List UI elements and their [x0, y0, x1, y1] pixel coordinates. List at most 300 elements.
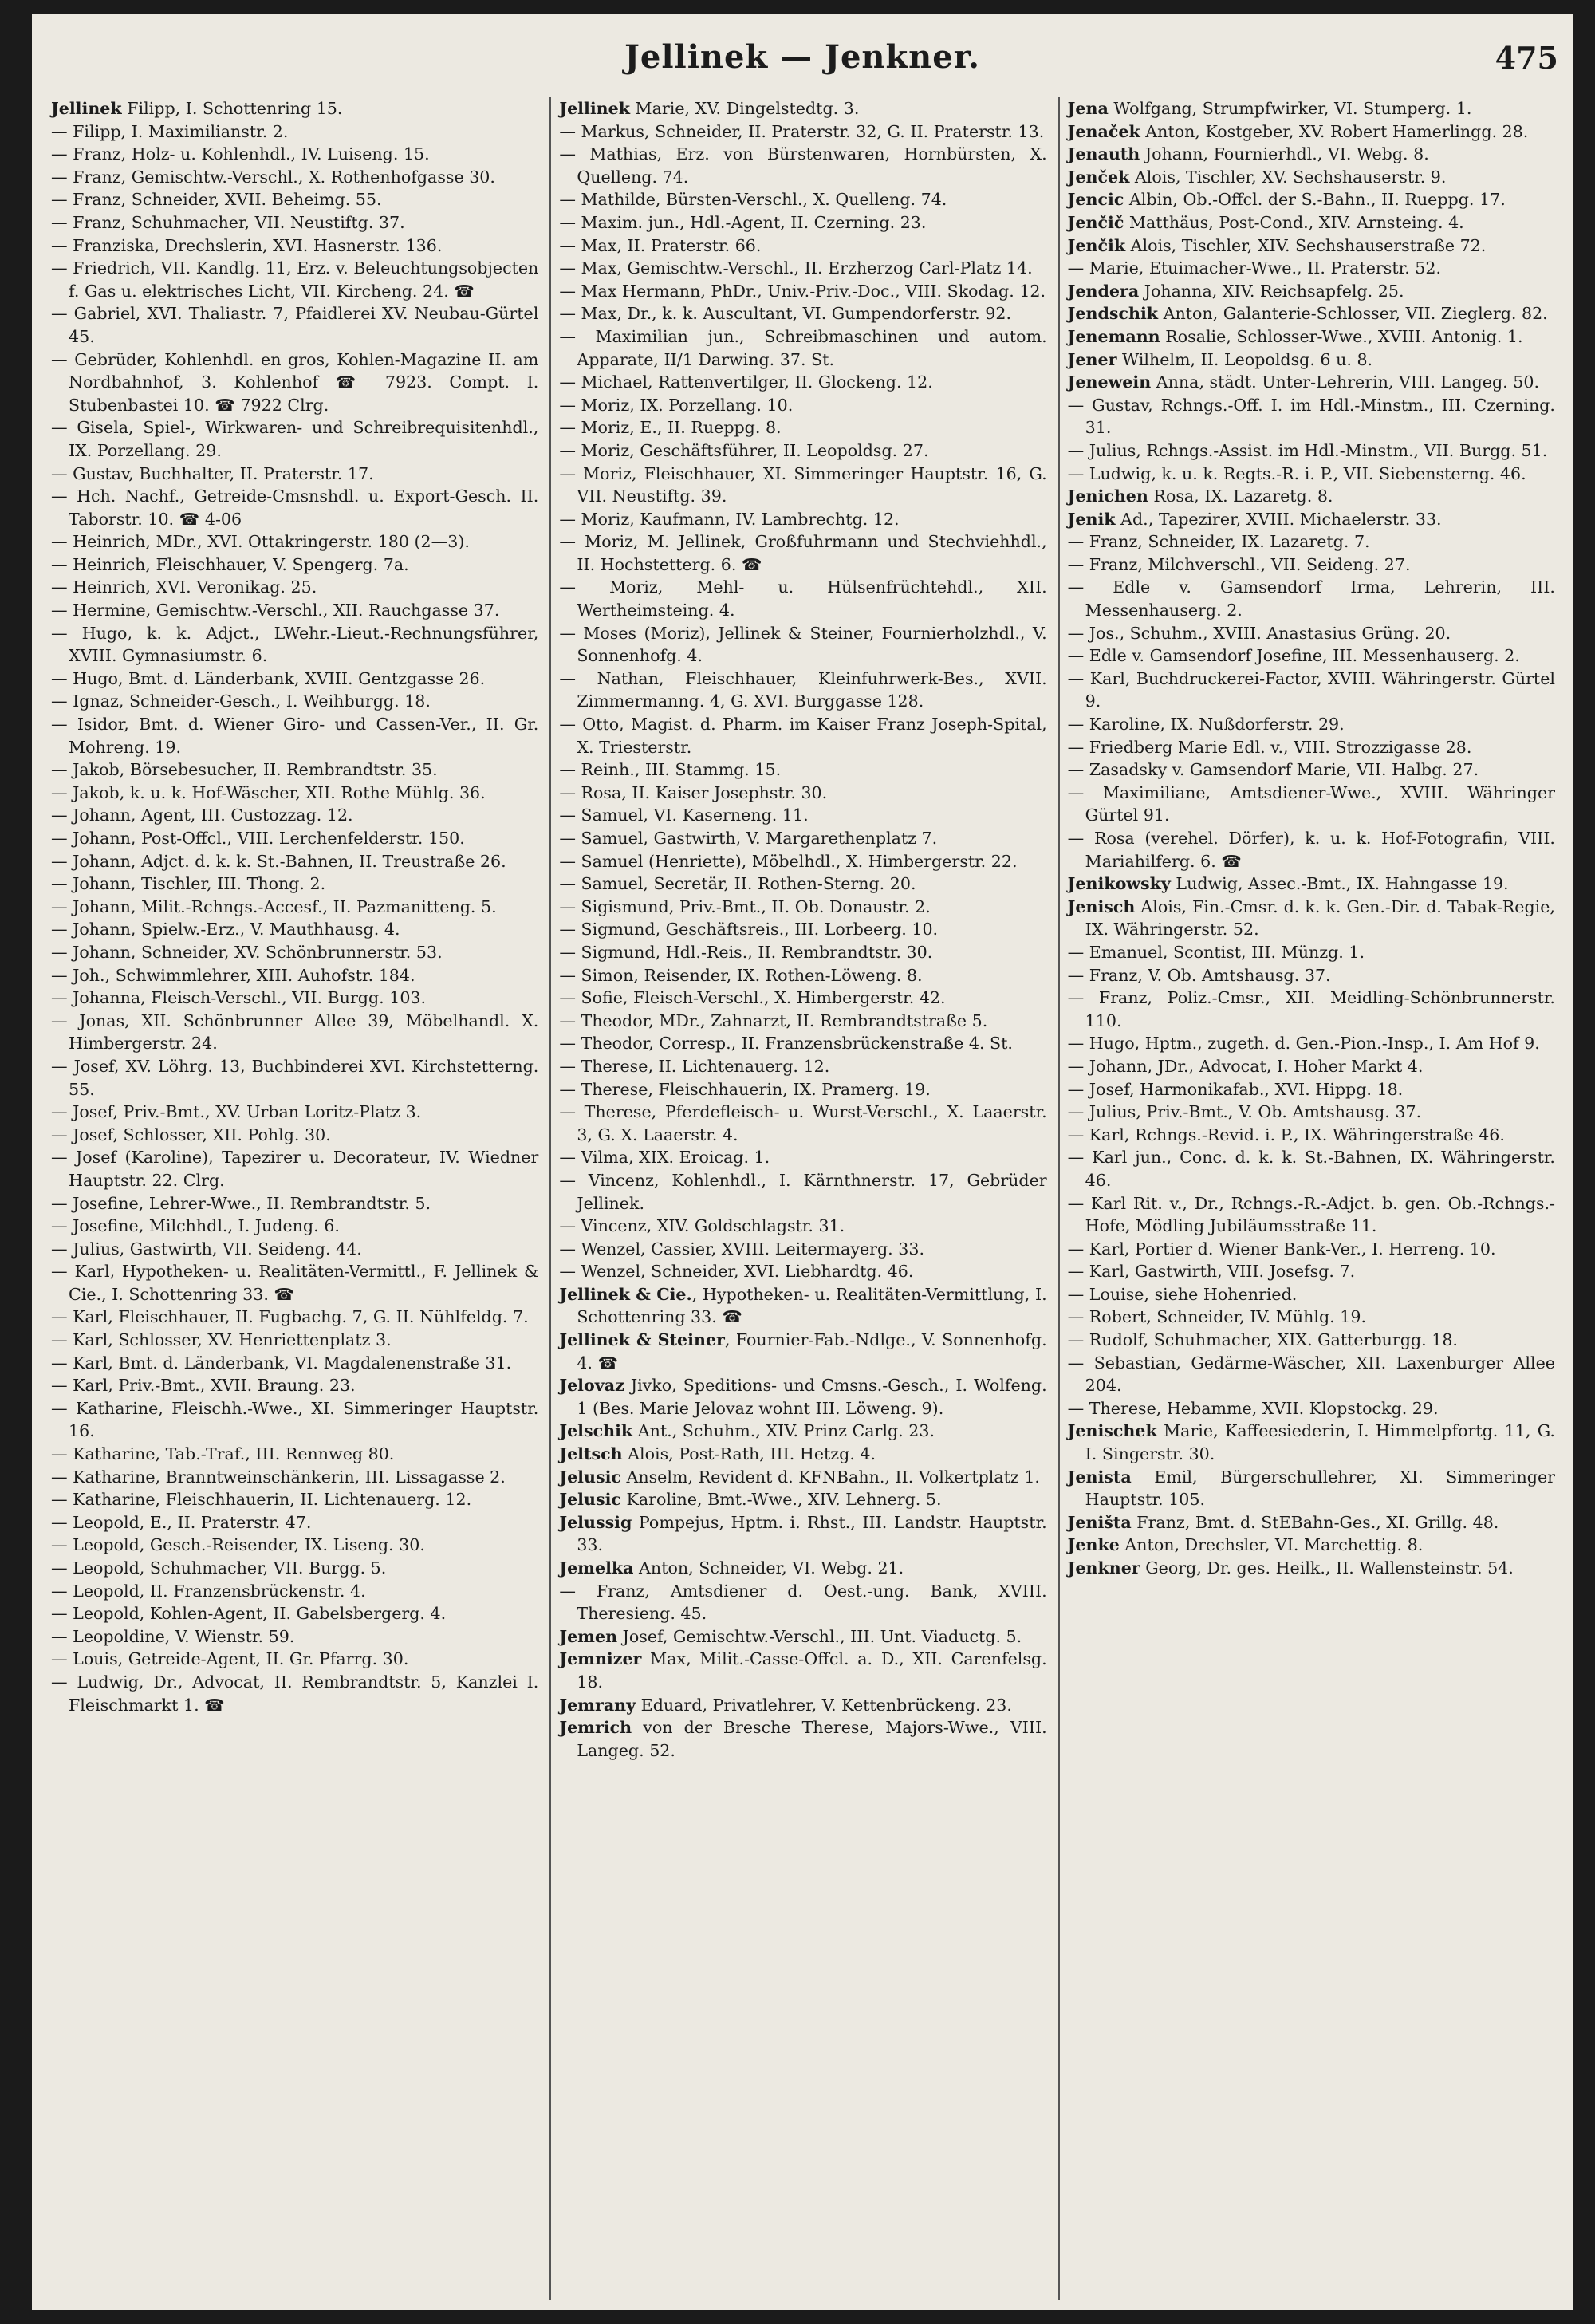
- entry-text: Alois, Post-Rath, III. Hetzg. 4.: [622, 1444, 876, 1464]
- directory-entry: [1068, 1078, 1555, 1101]
- column-left: [43, 97, 551, 2300]
- directory-entry: [1068, 1466, 1555, 1511]
- directory-entry: [51, 1215, 538, 1238]
- entry-text: Anton, Kostgeber, XV. Robert Hamerlingg. 28.: [1140, 121, 1529, 141]
- entry-text: — Katharine, Fleischhauerin, II. Lichtenauerg. 12.: [51, 1490, 472, 1510]
- directory-entry: [1068, 1329, 1555, 1352]
- entry-text: — Julius, Gastwirth, VII. Seideng. 44.: [51, 1239, 362, 1259]
- entry-text: — Hermine, Gemischtw.-Verschl., XII. Rauchgasse 37.: [51, 601, 500, 620]
- directory-entry: [1068, 1260, 1555, 1283]
- directory-entry: [51, 416, 538, 462]
- directory-entry: [559, 257, 1046, 280]
- directory-entry: [559, 1078, 1046, 1101]
- entry-text: — Heinrich, MDr., XVI. Ottakringerstr. 180 (2—3).: [51, 532, 470, 552]
- entry-text: — Theodor, Corresp., II. Franzensbrückenstraße 4. St.: [559, 1034, 1013, 1054]
- directory-entry: [51, 1329, 538, 1352]
- entry-text: Matthäus, Post-Cond., XIV. Arnsteing. 4.: [1124, 212, 1464, 232]
- entry-text: — Max Hermann, PhDr., Univ.-Priv.-Doc., VIII. Skodag. 12.: [559, 281, 1046, 301]
- entry-text: — Franz, Holz- u. Kohlenhdl., IV. Luiseng. 15.: [51, 144, 430, 164]
- directory-entry: [559, 1260, 1046, 1283]
- directory-entry: [51, 1397, 538, 1443]
- directory-entry: [1068, 1032, 1555, 1055]
- entry-text: — Leopold, Gesch.-Reisender, IX. Liseng. 30.: [51, 1535, 425, 1555]
- entry-surname: Jellinek & Steiner: [559, 1330, 725, 1350]
- entry-text: — Moriz, M. Jellinek, Großfuhrmann und Stechviehhdl., II. Hochstetterg. 6. ☎: [559, 532, 1047, 574]
- directory-entry: [559, 1010, 1046, 1033]
- entry-text: — Johann, Agent, III. Custozzag. 12.: [51, 806, 353, 825]
- entry-text: Ludwig, Assec.-Bmt., IX. Hahngasse 19.: [1170, 874, 1509, 894]
- directory-entry: [559, 120, 1046, 144]
- entry-text: — Friedrich, VII. Kandlg. 11, Erz. v. Beleuchtungsobjecten f. Gas u. elektrisches Licht, VII. Kircheng. 24. ☎: [51, 258, 539, 301]
- directory-entry: [1068, 1124, 1555, 1147]
- entry-text: Rosalie, Schlosser-Wwe., XVIII. Antonig. 1.: [1160, 326, 1523, 346]
- entry-text: Anton, Schneider, VI. Webg. 21.: [633, 1558, 904, 1578]
- entry-text: — Leopoldine, V. Wienstr. 59.: [51, 1626, 295, 1646]
- entry-text: — Hugo, k. k. Adjct., LWehr.-Lieut.-Rechnungsführer, XVIII. Gymnasiumstr. 6.: [51, 623, 539, 666]
- entry-text: — Therese, Fleischhauerin, IX. Pramerg. 19.: [559, 1079, 931, 1099]
- directory-entry: [1068, 668, 1555, 713]
- entry-text: — Johann, JDr., Advocat, I. Hoher Markt 4.: [1067, 1056, 1424, 1076]
- entry-surname: Jenisch: [1067, 896, 1136, 916]
- entry-text: Anton, Drechsler, VI. Marchettig. 8.: [1119, 1535, 1424, 1555]
- directory-entry: [51, 530, 538, 553]
- entry-text: Pompejus, Hptm. i. Rhst., III. Landstr. Hauptstr. 33.: [577, 1512, 1047, 1555]
- directory-entry: [51, 850, 538, 873]
- directory-entry: [559, 439, 1046, 463]
- directory-entry: [559, 987, 1046, 1010]
- directory-entry: [559, 1238, 1046, 1261]
- entry-text: Jivko, Speditions- und Cmsns.-Gesch., I. Wolfeng. 1 (Bes. Marie Jelovaz wohnt III. Löweng. 9).: [577, 1376, 1047, 1418]
- entry-text: , Fournier-Fab.-Ndlge., V. Sonnenhofg. 4. ☎: [577, 1330, 1047, 1373]
- entry-text: — Samuel, VI. Kaserneng. 11.: [559, 806, 809, 825]
- directory-entry: [51, 599, 538, 622]
- page-header: [32, 32, 1573, 88]
- entry-surname: Jenewein: [1067, 372, 1152, 392]
- entry-text: — Karl, Gastwirth, VIII. Josefsg. 7.: [1067, 1262, 1356, 1282]
- entry-text: — Wenzel, Cassier, XVIII. Leitermayerg. 33.: [559, 1239, 925, 1259]
- entry-text: Max, Milit.-Casse-Offcl. a. D., XII. Carenfelsg. 18.: [577, 1649, 1047, 1692]
- directory-entry: [1068, 941, 1555, 964]
- entry-text: — Moses (Moriz), Jellinek & Steiner, Fournierholzhdl., V. Sonnenhofg. 4.: [559, 623, 1047, 666]
- directory-entry: [51, 234, 538, 258]
- column-right: [1060, 97, 1566, 2300]
- entry-text: Emil, Bürgerschullehrer, XI. Simmeringer Hauptstr. 105.: [1085, 1467, 1555, 1510]
- directory-entry: [51, 188, 538, 211]
- entry-text: — Louise, siehe Hohenried.: [1067, 1284, 1298, 1304]
- entry-text: — Josef, XV. Löhrg. 13, Buchbinderei XVI. Kirchstetterng. 55.: [51, 1056, 539, 1099]
- entry-text: Ad., Tapezirer, XVIII. Michaelerstr. 33.: [1115, 509, 1442, 529]
- entry-text: — Karl, Portier d. Wiener Bank-Ver., I. Herreng. 10.: [1067, 1239, 1496, 1259]
- directory-entry: [559, 1716, 1046, 1762]
- directory-entry: [1068, 508, 1555, 531]
- directory-entry: [559, 234, 1046, 258]
- entry-surname: Jenik: [1067, 509, 1116, 529]
- entry-text: — Maximilian jun., Schreibmaschinen und autom. Apparate, II/1 Darwing. 37. St.: [559, 326, 1047, 369]
- entry-text: — Michael, Rattenvertilger, II. Glockeng. 12.: [559, 372, 933, 392]
- entry-text: — Edle v. Gamsendorf Irma, Lehrerin, III. Messenhauserg. 2.: [1067, 577, 1555, 620]
- entry-text: — Therese, Pferdefleisch- u. Wurst-Verschl., X. Laaerstr. 3, G. X. Laaerstr. 4.: [559, 1102, 1047, 1144]
- directory-entry: [51, 782, 538, 805]
- directory-entry: [1068, 143, 1555, 166]
- entry-text: — Franz, Schuhmacher, VII. Neustiftg. 37.: [51, 212, 405, 232]
- directory-entry: [559, 1215, 1046, 1238]
- entry-text: — Jakob, k. u. k. Hof-Wäscher, XII. Rothe Mühlg. 36.: [51, 782, 486, 802]
- entry-text: Johanna, XIV. Reichsapfelg. 25.: [1139, 281, 1404, 301]
- directory-entry: [51, 1625, 538, 1648]
- directory-entry: [559, 1488, 1046, 1511]
- entry-text: — Moriz, IX. Porzellang. 10.: [559, 395, 794, 415]
- directory-entry: [51, 463, 538, 486]
- entry-text: — Isidor, Bmt. d. Wiener Giro- und Cassen-Ver., II. Gr. Mohreng. 19.: [51, 715, 539, 757]
- entry-text: — Heinrich, Fleischhauer, V. Spengerg. 7a.: [51, 554, 409, 574]
- entry-text: Rosa, IX. Lazaretg. 8.: [1148, 486, 1333, 506]
- directory-entry: [559, 508, 1046, 531]
- directory-entry: [559, 850, 1046, 873]
- directory-entry: [1068, 349, 1555, 372]
- directory-entry: [51, 1511, 538, 1534]
- directory-entry: [559, 1146, 1046, 1169]
- directory-entry: [1068, 872, 1555, 896]
- directory-entry: [559, 1374, 1046, 1420]
- entry-surname: Jena: [1067, 99, 1109, 118]
- directory-entry: [51, 1466, 538, 1489]
- entry-text: von der Bresche Therese, Majors-Wwe., VIII. Langeg. 52.: [577, 1718, 1047, 1760]
- entry-text: — Ludwig, Dr., Advocat, II. Rembrandtstr. 5, Kanzlei I. Fleischmarkt 1. ☎: [51, 1672, 539, 1715]
- directory-entry: [1068, 644, 1555, 668]
- entry-text: — Jos., Schuhm., XVIII. Anastasius Grüng. 20.: [1067, 623, 1451, 643]
- directory-entry: [51, 1124, 538, 1147]
- directory-entry: [51, 1443, 538, 1466]
- directory-entry: [559, 1511, 1046, 1557]
- entry-text: — Josef, Harmonikafab., XVI. Hippg. 18.: [1067, 1079, 1404, 1099]
- entry-surname: Jendschik: [1067, 304, 1159, 324]
- entry-text: Wilhelm, II. Leopoldsg. 6 u. 8.: [1116, 349, 1373, 369]
- entry-text: — Karl Rit. v., Dr., Rchngs.-R.-Adjct. b. gen. Ob.-Rchngs.-Hofe, Mödling Jubiläumsstraße 11.: [1067, 1193, 1555, 1236]
- entry-surname: Jenikowsky: [1067, 874, 1171, 894]
- entry-text: — Filipp, I. Maximilianstr. 2.: [51, 121, 289, 141]
- directory-entry: [1068, 827, 1555, 872]
- directory-entry: [1068, 1511, 1555, 1534]
- directory-entry: [1068, 1283, 1555, 1306]
- entry-text: — Sigmund, Geschäftsreis., III. Lorbeerg. 10.: [559, 920, 939, 939]
- directory-entry: [1068, 120, 1555, 144]
- entry-text: — Therese, Hebamme, XVII. Klopstockg. 29.: [1067, 1398, 1439, 1418]
- entry-text: — Heinrich, XVI. Veronikag. 25.: [51, 577, 317, 597]
- entry-text: — Karoline, IX. Nußdorferstr. 29.: [1067, 715, 1345, 735]
- entry-text: — Friedberg Marie Edl. v., VIII. Strozzigasse 28.: [1067, 737, 1472, 757]
- directory-entry: [51, 758, 538, 782]
- entry-text: — Leopold, Schuhmacher, VII. Burgg. 5.: [51, 1558, 387, 1578]
- directory-entry: [559, 1557, 1046, 1580]
- directory-entry: [51, 622, 538, 668]
- directory-entry: [559, 804, 1046, 827]
- entry-text: — Emanuel, Scontist, III. Münzg. 1.: [1067, 942, 1365, 962]
- entry-text: Georg, Dr. ges. Heilk., II. Wallensteinstr. 54.: [1140, 1558, 1514, 1578]
- entry-text: — Moriz, Kaufmann, IV. Lambrechtg. 12.: [559, 509, 900, 529]
- directory-entry: [51, 668, 538, 691]
- directory-entry: [1068, 782, 1555, 827]
- directory-entry: [559, 188, 1046, 211]
- entry-text: — Josef, Schlosser, XII. Pohlg. 30.: [51, 1125, 331, 1144]
- entry-text: — Mathilde, Bürsten-Verschl., X. Quelleng. 74.: [559, 190, 947, 210]
- directory-entry: [1068, 371, 1555, 394]
- entry-text: — Nathan, Fleischhauer, Kleinfuhrwerk-Bes., XVII. Zimmermanng. 4, G. XVI. Burggasse 128.: [559, 668, 1047, 711]
- entry-text: Franz, Bmt. d. StEBahn-Ges., XI. Grillg. 48.: [1131, 1512, 1499, 1532]
- page-title: Jellinek — Jenkner.: [624, 38, 981, 76]
- entry-surname: Jencic: [1067, 190, 1124, 210]
- entry-surname: Jenke: [1067, 1535, 1120, 1555]
- directory-entry: [1068, 1534, 1555, 1557]
- entry-text: — Katharine, Tab.-Traf., III. Rennweg 80.: [51, 1444, 395, 1464]
- entry-text: Johann, Fournierhdl., VI. Webg. 8.: [1140, 144, 1429, 164]
- entry-text: — Rudolf, Schuhmacher, XIX. Gatterburgg. 18.: [1067, 1330, 1458, 1350]
- directory-entry: [51, 1260, 538, 1306]
- entry-text: — Hugo, Hptm., zugeth. d. Gen.-Pion.-Insp., I. Am Hof 9.: [1067, 1034, 1540, 1054]
- directory-entry: [51, 485, 538, 530]
- directory-entry: [1068, 463, 1555, 486]
- entry-text: — Moriz, Fleischhauer, XI. Simmeringer Hauptstr. 16, G. VII. Neustiftg. 39.: [559, 463, 1047, 506]
- entry-text: — Sigismund, Priv.-Bmt., II. Ob. Donaustr. 2.: [559, 896, 931, 916]
- directory-entry: [1068, 1306, 1555, 1329]
- entry-text: — Johann, Schneider, XV. Schönbrunnerstr. 53.: [51, 942, 443, 962]
- entry-text: — Hch. Nachf., Getreide-Cmsnshdl. u. Export-Gesch. II. Taborstr. 10. ☎ 4-06: [51, 486, 539, 529]
- directory-entry: [51, 1352, 538, 1375]
- entry-surname: Jeltsch: [559, 1444, 623, 1464]
- entry-text: — Julius, Priv.-Bmt., V. Ob. Amtshausg. 37.: [1067, 1102, 1422, 1122]
- entry-surname: Jemelka: [559, 1558, 634, 1578]
- directory-entry: [51, 211, 538, 234]
- entry-surname: Jelusic: [559, 1467, 621, 1487]
- directory-entry: [1068, 1101, 1555, 1124]
- entry-text: — Karl, Buchdruckerei-Factor, XVIII. Währingerstr. Gürtel 9.: [1067, 668, 1555, 711]
- directory-entry: [1068, 257, 1555, 280]
- directory-entry: [51, 1557, 538, 1580]
- entry-text: — Johann, Spielw.-Erz., V. Mauthhausg. 4.: [51, 920, 400, 939]
- directory-entry: [51, 1238, 538, 1261]
- directory-entry: [51, 804, 538, 827]
- entry-text: — Vincenz, XIV. Goldschlagstr. 31.: [559, 1216, 845, 1236]
- entry-text: — Joh., Schwimmlehrer, XIII. Auhofstr. 184.: [51, 965, 415, 985]
- directory-entry: [1068, 736, 1555, 759]
- directory-entry: [1068, 1352, 1555, 1397]
- directory-entry: [1068, 166, 1555, 189]
- directory-entry: [559, 758, 1046, 782]
- directory-entry: [559, 941, 1046, 964]
- entry-surname: Jenichen: [1067, 486, 1148, 506]
- directory-entry: [51, 1580, 538, 1603]
- entry-text: Ant., Schuhm., XIV. Prinz Carlg. 23.: [632, 1421, 935, 1441]
- directory-entry: [1068, 758, 1555, 782]
- entry-text: — Louis, Getreide-Agent, II. Gr. Pfarrg. 30.: [51, 1649, 409, 1669]
- entry-text: — Hugo, Bmt. d. Länderbank, XVIII. Gentzgasse 26.: [51, 668, 486, 688]
- directory-entry: [1068, 97, 1555, 120]
- directory-entry: [1068, 987, 1555, 1032]
- directory-entry: [51, 1192, 538, 1215]
- entry-text: — Franz, Poliz.-Cmsr., XII. Meidling-Schönbrunnerstr. 110.: [1067, 988, 1555, 1030]
- page-number: 475: [1495, 40, 1558, 76]
- entry-text: Alois, Tischler, XIV. Sechshauserstraße 72.: [1125, 235, 1487, 255]
- directory-entry: [51, 1671, 538, 1716]
- directory-entry: [51, 1010, 538, 1055]
- directory-columns: [43, 97, 1566, 2300]
- directory-entry: [559, 325, 1046, 371]
- entry-text: — Leopold, E., II. Praterstr. 47.: [51, 1512, 312, 1532]
- entry-text: — Josef (Karoline), Tapezirer u. Decorateur, IV. Wiedner Hauptstr. 22. Clrg.: [51, 1148, 539, 1190]
- entry-text: Anton, Galanterie-Schlosser, VII. Zieglerg. 82.: [1158, 304, 1548, 324]
- entry-text: — Ludwig, k. u. k. Regts.-R. i. P., VII. Siebensterng. 46.: [1067, 463, 1526, 483]
- entry-text: — Reinh., III. Stammg. 15.: [559, 760, 782, 780]
- entry-text: — Franz, Amtsdiener d. Oest.-ung. Bank, XVIII. Theresieng. 45.: [559, 1581, 1047, 1624]
- entry-text: — Therese, II. Lichtenauerg. 12.: [559, 1056, 830, 1076]
- directory-entry: [559, 782, 1046, 805]
- entry-text: — Gustav, Buchhalter, II. Praterstr. 17.: [51, 463, 374, 483]
- entry-text: — Karl, Hypotheken- u. Realitäten-Vermittl., F. Jellinek & Cie., I. Schottenring 33. ☎: [51, 1262, 539, 1304]
- entry-text: — Moriz, Mehl- u. Hülsenfrüchtehdl., XII. Wertheimsteing. 4.: [559, 577, 1047, 620]
- entry-surname: Jeništa: [1067, 1512, 1132, 1532]
- directory-entry: [559, 1329, 1046, 1374]
- directory-entry: [1068, 1055, 1555, 1078]
- directory-entry: [1068, 896, 1555, 941]
- directory-entry: [1068, 1420, 1555, 1465]
- directory-entry: [51, 690, 538, 713]
- directory-entry: [51, 872, 538, 896]
- directory-entry: [51, 896, 538, 919]
- entry-text: — Markus, Schneider, II. Praterstr. 32, G. II. Praterstr. 13.: [559, 121, 1045, 141]
- directory-entry: [51, 827, 538, 850]
- entry-surname: Jellinek & Cie.: [559, 1284, 692, 1304]
- directory-entry: [559, 371, 1046, 394]
- entry-text: — Samuel (Henriette), Möbelhdl., X. Himbergerstr. 22.: [559, 851, 1018, 871]
- entry-text: Filipp, I. Schottenring 15.: [121, 99, 343, 118]
- entry-surname: Jenčič: [1067, 212, 1124, 232]
- directory-entry: [559, 1283, 1046, 1329]
- entry-surname: Jenauth: [1067, 144, 1140, 164]
- directory-entry: [1068, 439, 1555, 463]
- directory-entry: [559, 463, 1046, 508]
- entry-text: — Max, Gemischtw.-Verschl., II. Erzherzog Carl-Platz 14.: [559, 258, 1033, 278]
- directory-entry: [559, 1648, 1046, 1693]
- entry-text: Alois, Fin.-Cmsr. d. k. k. Gen.-Dir. d. Tabak-Regie, IX. Währingerstr. 52.: [1085, 896, 1555, 939]
- directory-entry: [51, 1146, 538, 1192]
- entry-surname: Jellinek: [51, 99, 122, 118]
- directory-entry: [1068, 964, 1555, 987]
- entry-text: — Zasadsky v. Gamsendorf Marie, VII. Halbg. 27.: [1067, 760, 1479, 780]
- entry-text: — Max, Dr., k. k. Auscultant, VI. Gumpendorferstr. 92.: [559, 304, 1012, 324]
- entry-text: — Johann, Post-Offcl., VIII. Lerchenfelderstr. 150.: [51, 829, 465, 848]
- directory-entry: [1068, 485, 1555, 508]
- directory-entry: [1068, 1146, 1555, 1192]
- entry-surname: Jenčik: [1067, 235, 1126, 255]
- directory-entry: [559, 302, 1046, 325]
- directory-entry: [51, 349, 538, 417]
- entry-surname: Jenischek: [1067, 1421, 1157, 1441]
- entry-text: — Franz, V. Ob. Amtshausg. 37.: [1067, 965, 1331, 985]
- directory-entry: [1068, 280, 1555, 303]
- directory-page: [32, 14, 1573, 2310]
- entry-text: — Franz, Schneider, IX. Lazaretg. 7.: [1067, 532, 1370, 552]
- directory-entry: [559, 918, 1046, 941]
- directory-entry: [51, 1488, 538, 1511]
- directory-entry: [51, 1306, 538, 1329]
- entry-text: Wolfgang, Strumpfwirker, VI. Stumperg. 1.: [1108, 99, 1472, 118]
- entry-text: — Karl, Rchngs.-Revid. i. P., IX. Währingerstraße 46.: [1067, 1125, 1505, 1144]
- directory-entry: [1068, 713, 1555, 736]
- directory-entry: [51, 1055, 538, 1101]
- entry-text: — Franziska, Drechslerin, XVI. Hasnerstr. 136.: [51, 235, 443, 255]
- directory-entry: [51, 713, 538, 758]
- directory-entry: [559, 1055, 1046, 1078]
- directory-entry: [559, 1169, 1046, 1215]
- entry-text: — Karl jun., Conc. d. k. k. St.-Bahnen, IX. Währingerstr. 46.: [1067, 1148, 1555, 1190]
- entry-text: — Otto, Magist. d. Pharm. im Kaiser Franz Joseph-Spital, X. Triesterstr.: [559, 715, 1047, 757]
- entry-text: — Gabriel, XVI. Thaliastr. 7, Pfaidlerei XV. Neubau-Gürtel 45.: [51, 304, 539, 346]
- entry-text: — Simon, Reisender, IX. Rothen-Löweng. 8.: [559, 965, 923, 985]
- entry-text: Josef, Gemischtw.-Verschl., III. Unt. Viaductg. 5.: [617, 1626, 1022, 1646]
- directory-entry: [51, 964, 538, 987]
- entry-text: — Samuel, Gastwirth, V. Margarethenplatz 7.: [559, 829, 938, 848]
- column-middle: [551, 97, 1059, 2300]
- entry-text: — Jakob, Börsebesucher, II. Rembrandtstr. 35.: [51, 760, 438, 780]
- directory-entry: [559, 1625, 1046, 1648]
- directory-entry: [559, 416, 1046, 439]
- entry-text: — Max, II. Praterstr. 66.: [559, 235, 762, 255]
- entry-surname: Jemnizer: [559, 1649, 642, 1669]
- entry-text: — Theodor, MDr., Zahnarzt, II. Rembrandtstraße 5.: [559, 1010, 988, 1030]
- directory-entry: [51, 941, 538, 964]
- entry-text: — Edle v. Gamsendorf Josefine, III. Messenhauserg. 2.: [1067, 646, 1520, 666]
- directory-entry: [559, 896, 1046, 919]
- directory-entry: [51, 97, 538, 120]
- directory-entry: [559, 394, 1046, 417]
- entry-surname: Jenkner: [1067, 1558, 1140, 1578]
- directory-entry: [559, 1101, 1046, 1146]
- entry-text: — Jonas, XII. Schönbrunner Allee 39, Möbelhandl. X. Himbergerstr. 24.: [51, 1010, 539, 1054]
- entry-surname: Jemrany: [559, 1695, 636, 1715]
- directory-entry: [51, 1648, 538, 1671]
- directory-entry: [559, 964, 1046, 987]
- entry-text: — Katharine, Fleischh.-Wwe., XI. Simmeringer Hauptstr. 16.: [51, 1398, 539, 1441]
- entry-text: — Samuel, Secretär, II. Rothen-Sterng. 20.: [559, 874, 916, 894]
- directory-entry: [51, 166, 538, 189]
- directory-entry: [51, 1101, 538, 1124]
- entry-surname: Jemrich: [559, 1718, 632, 1738]
- entry-text: Karoline, Bmt.-Wwe., XIV. Lehnerg. 5.: [620, 1490, 942, 1510]
- entry-text: — Marie, Etuimacher-Wwe., II. Praterstr. 52.: [1067, 258, 1442, 278]
- directory-entry: [559, 1694, 1046, 1717]
- entry-text: — Mathias, Erz. von Bürstenwaren, Hornbürsten, X. Quelleng. 74.: [559, 144, 1047, 187]
- directory-entry: [1068, 622, 1555, 645]
- directory-entry: [559, 1466, 1046, 1489]
- directory-entry: [51, 302, 538, 348]
- entry-text: Eduard, Privatlehrer, V. Kettenbrückeng. 23.: [636, 1695, 1012, 1715]
- entry-text: — Robert, Schneider, IV. Mühlg. 19.: [1067, 1307, 1366, 1327]
- directory-entry: [51, 120, 538, 144]
- entry-surname: Jemen: [559, 1626, 618, 1646]
- directory-entry: [51, 1374, 538, 1397]
- directory-entry: [559, 1420, 1046, 1443]
- entry-text: — Maxim. jun., Hdl.-Agent, II. Czerning. 23.: [559, 212, 927, 232]
- entry-text: — Leopold, Kohlen-Agent, II. Gabelsbergerg. 4.: [51, 1604, 447, 1624]
- directory-entry: [559, 622, 1046, 668]
- directory-entry: [51, 143, 538, 166]
- entry-text: Albin, Ob.-Offcl. der S.-Bahn., II. Rueppg. 17.: [1124, 190, 1506, 210]
- entry-text: — Karl, Schlosser, XV. Henriettenplatz 3.: [51, 1330, 392, 1350]
- directory-entry: [1068, 188, 1555, 211]
- entry-text: — Franz, Gemischtw.-Verschl., X. Rothenhofgasse 30.: [51, 167, 495, 187]
- directory-entry: [559, 1032, 1046, 1055]
- entry-text: — Karl, Bmt. d. Länderbank, VI. Magdalenenstraße 31.: [51, 1353, 512, 1373]
- entry-surname: Jelovaz: [559, 1376, 624, 1396]
